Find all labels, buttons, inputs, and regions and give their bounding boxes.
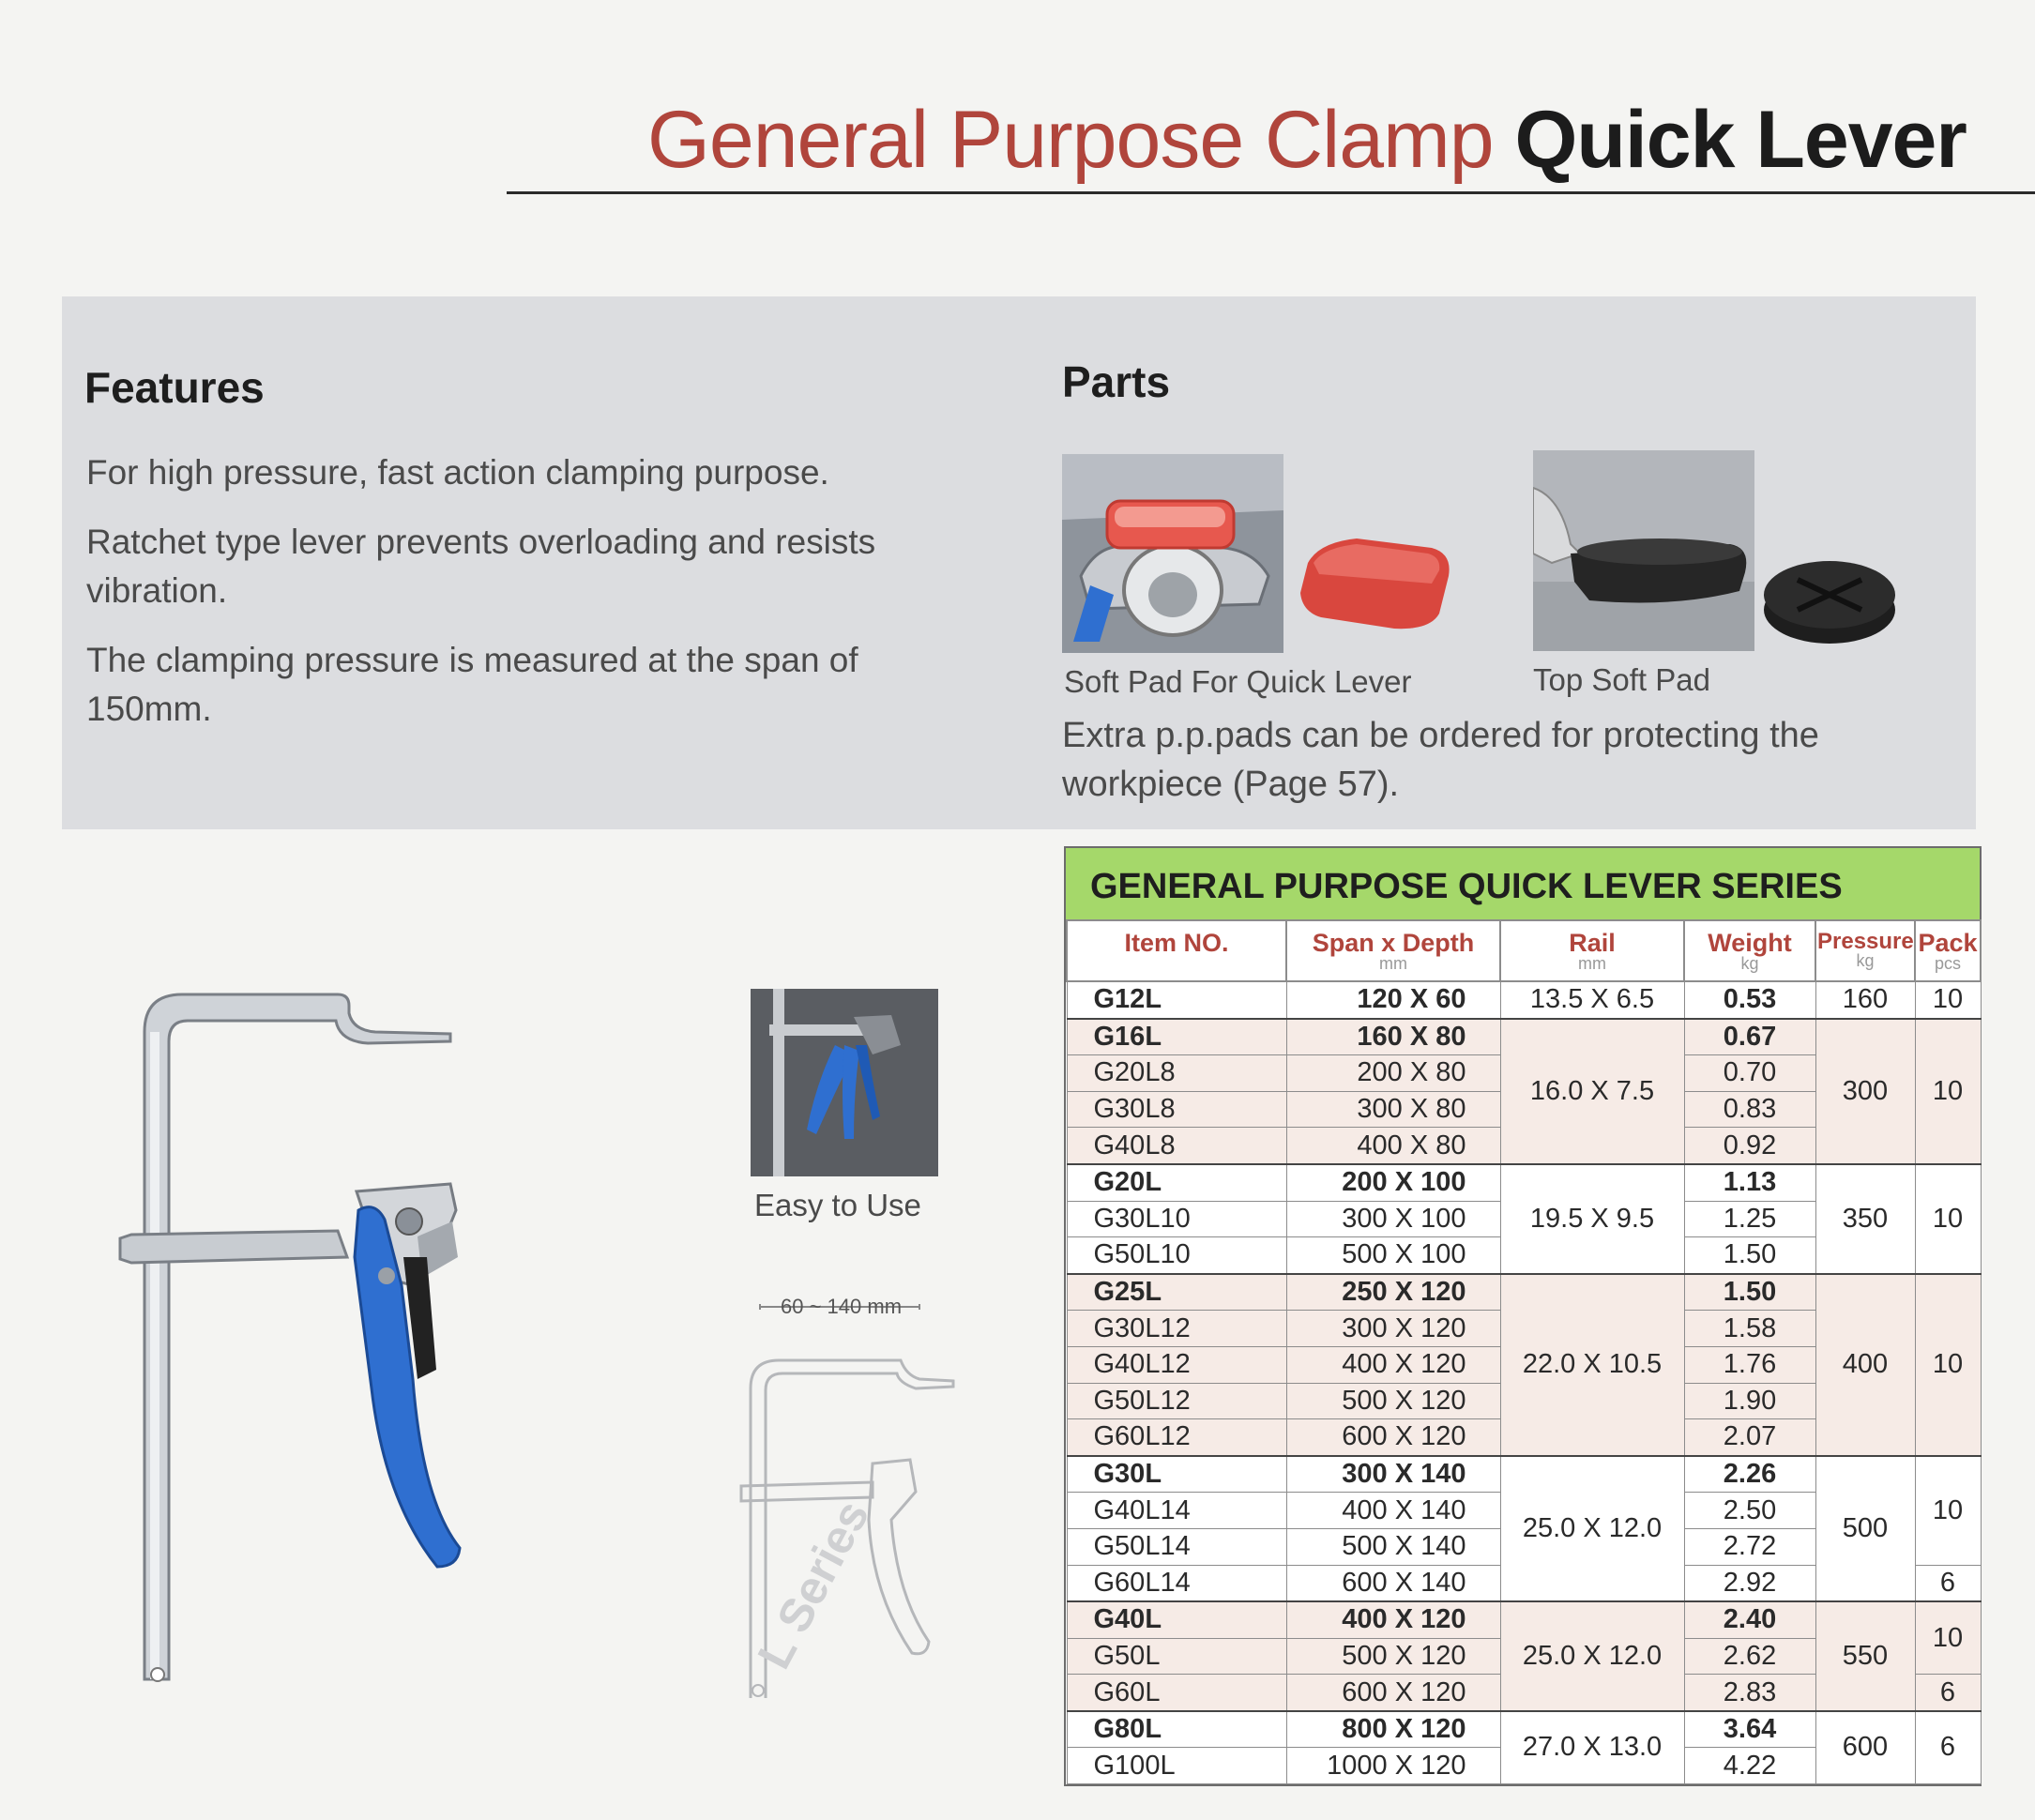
item-no-cell: G20L8 [1067,1055,1286,1092]
item-no-cell: G50L12 [1067,1383,1286,1419]
l-series-watermark: L Series [747,1492,880,1677]
rail-cell: 16.0 X 7.5 [1500,1019,1684,1164]
span-depth-cell: 200 X 100 [1286,1164,1500,1201]
quick-lever-series-table [1064,846,1982,1786]
pack-cell: 6 [1915,1675,1981,1711]
weight-cell: 0.67 [1684,1019,1815,1055]
item-no-cell: G50L10 [1067,1237,1286,1274]
span-depth-cell: 500 X 120 [1286,1638,1500,1675]
span-depth-cell: 300 X 80 [1286,1091,1500,1128]
pressure-cell: 350 [1815,1164,1915,1274]
spec-table [1066,919,1982,1784]
pack-cell: 10 [1915,1456,1981,1565]
item-no-cell: G40L [1067,1601,1286,1638]
span-depth-cell: 400 X 120 [1286,1346,1500,1383]
rail-cell: 25.0 X 12.0 [1500,1456,1684,1601]
item-no-cell: G30L8 [1067,1091,1286,1128]
item-no-cell: G100L [1067,1748,1286,1784]
weight-cell: 1.13 [1684,1164,1815,1201]
span-depth-cell: 400 X 120 [1286,1601,1500,1638]
span-depth-cell: 500 X 140 [1286,1528,1500,1565]
weight-cell: 2.26 [1684,1456,1815,1493]
table-title-bar [1066,848,1980,919]
header-weight: Weight kg [1684,920,1815,981]
item-no-cell: G60L [1067,1675,1286,1711]
feature-line-3: The clamping pressure is measured at the span of 150mm. [86,641,858,728]
item-no-cell: G30L10 [1067,1201,1286,1237]
item-no-cell: G12L [1067,981,1286,1019]
parts-note: Extra p.p.pads can be ordered for protecting the workpiece (Page 57). [1062,716,1819,804]
weight-cell: 2.92 [1684,1565,1815,1601]
span-depth-cell: 400 X 80 [1286,1128,1500,1164]
easy-to-use-caption: Easy to Use [754,1188,921,1222]
pack-cell: 6 [1915,1565,1981,1601]
header-span-depth: Span x Depth mm [1286,920,1500,981]
weight-cell: 2.83 [1684,1675,1815,1711]
item-no-cell: G50L [1067,1638,1286,1675]
feature-line-2: Ratchet type lever prevents overloading and resists vibration. [86,523,876,610]
rail-cell: 25.0 X 12.0 [1500,1601,1684,1711]
weight-cell: 1.50 [1684,1237,1815,1274]
weight-cell: 2.40 [1684,1601,1815,1638]
pack-cell: 10 [1915,1601,1981,1675]
span-depth-cell: 200 X 80 [1286,1055,1500,1092]
red-pad-photo [1291,525,1462,638]
weight-cell: 0.83 [1684,1091,1815,1128]
title-rule [507,191,2035,194]
item-no-cell: G40L14 [1067,1493,1286,1529]
quick-lever-clamp-image [103,976,478,1689]
pressure-cell: 160 [1815,981,1915,1019]
span-depth-cell: 300 X 140 [1286,1456,1500,1493]
soft-pad-caption: Soft Pad For Quick Lever [1064,664,1412,699]
features-heading: Features [84,363,265,412]
feature-line-1: For high pressure, fast action clamping purpose. [86,453,829,492]
span-depth-cell: 400 X 140 [1286,1493,1500,1529]
easy-to-use-photo [751,989,938,1176]
rail-cell: 13.5 X 6.5 [1500,981,1684,1019]
pack-cell: 10 [1915,981,1981,1019]
span-depth-cell: 500 X 120 [1286,1383,1500,1419]
header-pack: Pack pcs [1915,920,1981,981]
weight-cell: 0.53 [1684,981,1815,1019]
table-row [1067,1601,1981,1638]
weight-cell: 2.50 [1684,1493,1815,1529]
table-row [1067,1164,1981,1201]
item-no-cell: G25L [1067,1274,1286,1311]
span-depth-cell: 160 X 80 [1286,1019,1500,1055]
table-row [1067,1274,1981,1311]
parts-heading: Parts [1062,357,1171,406]
table-body [1067,981,1981,1784]
item-no-cell: G40L12 [1067,1346,1286,1383]
span-depth-cell: 800 X 120 [1286,1711,1500,1748]
table-title: GENERAL PURPOSE QUICK LEVER SERIES [1090,867,1843,906]
item-no-cell: G60L14 [1067,1565,1286,1601]
item-no-cell: G50L14 [1067,1528,1286,1565]
title-quick-lever: Quick Lever [1514,95,1967,185]
span-depth-cell: 600 X 140 [1286,1565,1500,1601]
table-row [1067,1456,1981,1493]
pressure-cell: 500 [1815,1456,1915,1601]
weight-cell: 0.92 [1684,1128,1815,1164]
span-depth-cell: 250 X 120 [1286,1274,1500,1311]
item-no-cell: G20L [1067,1164,1286,1201]
table-row [1067,1711,1981,1748]
weight-cell: 2.62 [1684,1638,1815,1675]
span-depth-cell: 600 X 120 [1286,1675,1500,1711]
top-soft-pad-caption: Top Soft Pad [1533,662,1710,697]
weight-cell: 4.22 [1684,1748,1815,1784]
item-no-cell: G40L8 [1067,1128,1286,1164]
pressure-cell: 600 [1815,1711,1915,1784]
span-depth-cell: 600 X 120 [1286,1419,1500,1456]
header-rail: Rail mm [1500,920,1684,981]
pack-cell: 10 [1915,1274,1981,1456]
span-depth-cell: 300 X 100 [1286,1201,1500,1237]
span-range-label: 60 ~ 140 mm [781,1295,903,1318]
weight-cell: 0.70 [1684,1055,1815,1092]
table-row [1067,1019,1981,1055]
pressure-cell: 400 [1815,1274,1915,1456]
weight-cell: 1.58 [1684,1311,1815,1347]
weight-cell: 1.25 [1684,1201,1815,1237]
weight-cell: 3.64 [1684,1711,1815,1748]
rail-cell: 19.5 X 9.5 [1500,1164,1684,1274]
header-item-no: Item NO. [1067,920,1286,981]
pack-cell: 6 [1915,1711,1981,1784]
item-no-cell: G30L12 [1067,1311,1286,1347]
page-title [647,94,1967,187]
pressure-cell: 550 [1815,1601,1915,1711]
weight-cell: 1.76 [1684,1346,1815,1383]
pack-cell: 10 [1915,1164,1981,1274]
weight-cell: 1.50 [1684,1274,1815,1311]
title-general: General Purpose Clamp [647,95,1494,185]
header-pressure: Pressure kg [1815,920,1915,981]
pack-cell: 10 [1915,1019,1981,1164]
weight-cell: 1.90 [1684,1383,1815,1419]
weight-cell: 2.07 [1684,1419,1815,1456]
span-depth-cell: 500 X 100 [1286,1237,1500,1274]
soft-pad-photo [1062,454,1283,653]
span-depth-cell: 120 X 60 [1286,981,1500,1019]
span-depth-cell: 1000 X 120 [1286,1748,1500,1784]
pressure-cell: 300 [1815,1019,1915,1164]
rail-cell: 27.0 X 13.0 [1500,1711,1684,1784]
weight-cell: 2.72 [1684,1528,1815,1565]
item-no-cell: G60L12 [1067,1419,1286,1456]
table-header-row [1067,920,1981,981]
item-no-cell: G80L [1067,1711,1286,1748]
top-soft-pad-photo [1533,450,1754,651]
rail-cell: 22.0 X 10.5 [1500,1274,1684,1456]
span-depth-cell: 300 X 120 [1286,1311,1500,1347]
item-no-cell: G16L [1067,1019,1286,1055]
table-row [1067,981,1981,1019]
black-pad-photo [1760,552,1899,649]
item-no-cell: G30L [1067,1456,1286,1493]
